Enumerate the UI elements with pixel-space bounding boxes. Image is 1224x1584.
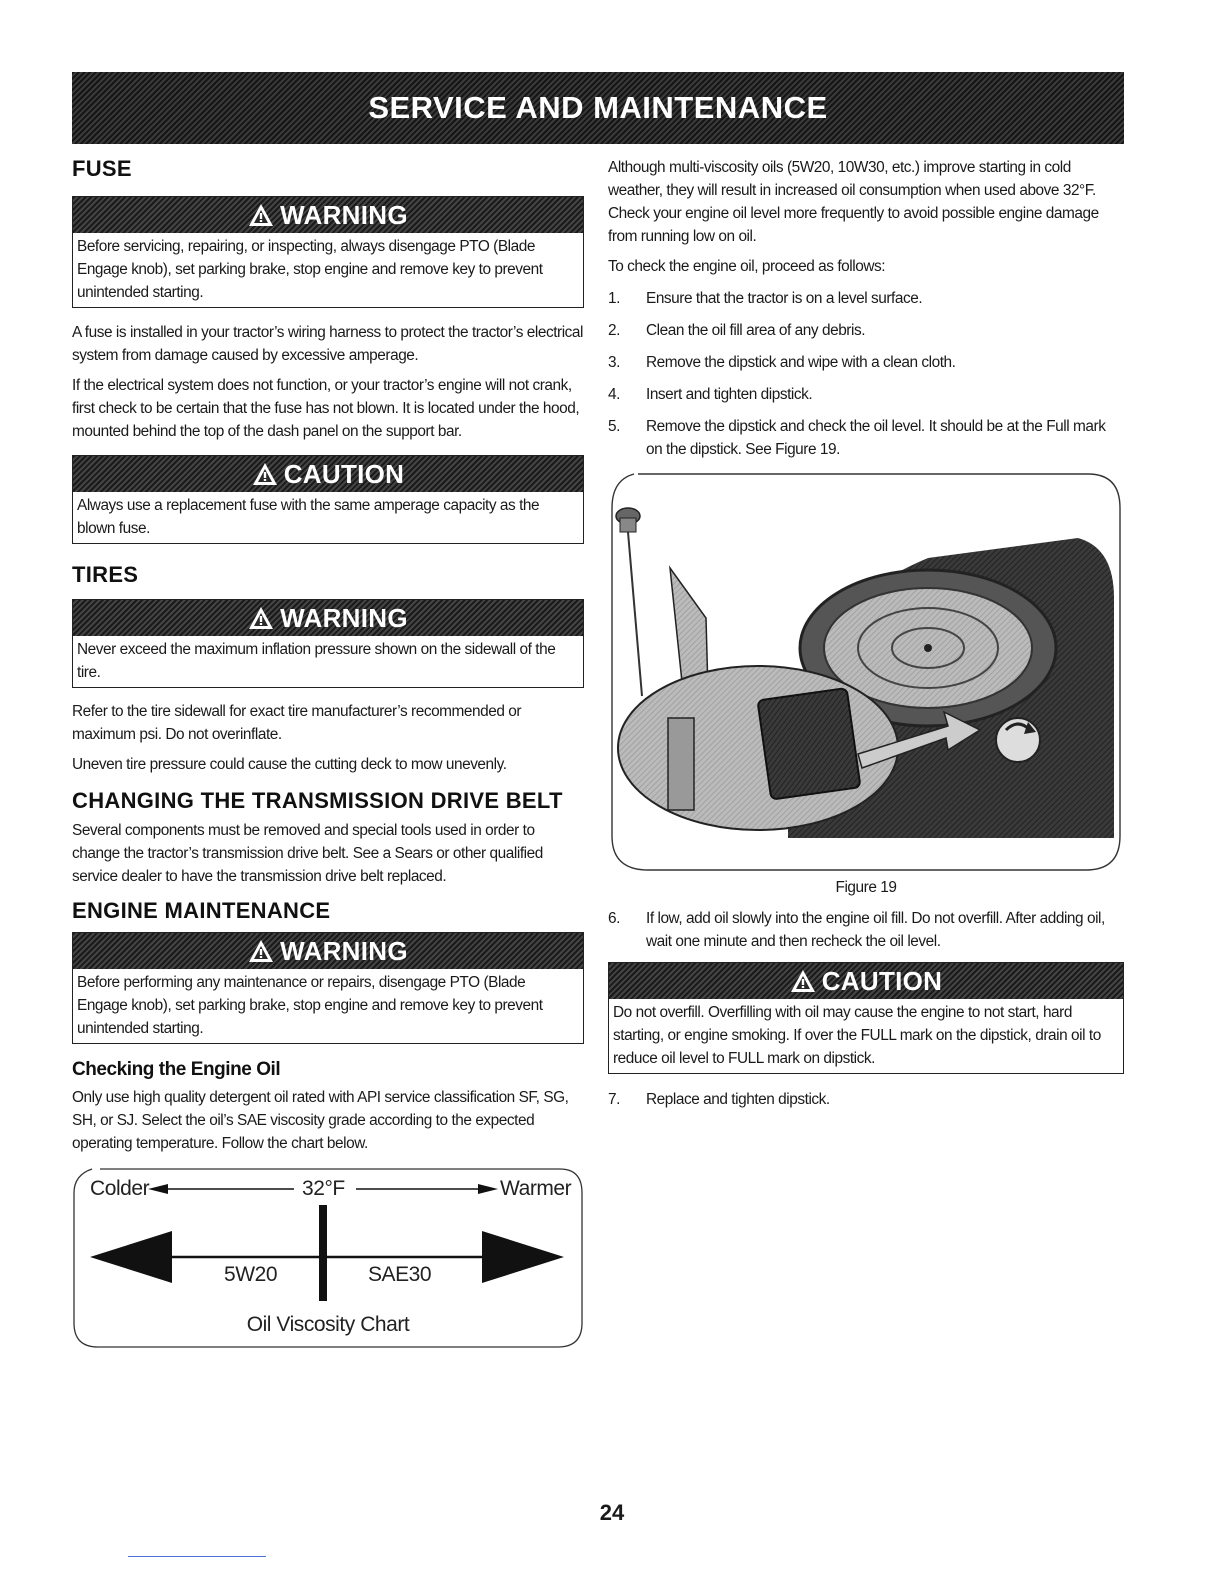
- check-oil-intro: To check the engine oil, proceed as follows:: [608, 258, 886, 275]
- left-column: [72, 156, 584, 1351]
- warning-header: [73, 197, 583, 233]
- right-column: [608, 156, 1124, 1120]
- temperature-label: 32°F: [302, 1177, 345, 1200]
- caution-header: [609, 963, 1123, 999]
- oil-check-steps-final: [608, 1088, 1124, 1111]
- warning-triangle-icon: [248, 939, 274, 963]
- low-grade-label: 5W20: [224, 1263, 278, 1286]
- overfill-caution-box: [608, 962, 1124, 1074]
- warning-triangle-icon: [248, 606, 274, 630]
- warning-triangle-icon: [248, 203, 274, 227]
- figure-19: [608, 468, 1124, 874]
- tires-paragraph-1: Refer to the tire sidewall for exact tire manufacturer’s recommended or maximum psi. Do not overinflate.: [72, 703, 522, 743]
- page-title: SERVICE AND MAINTENANCE: [368, 90, 828, 125]
- fuse-caution-box: [72, 455, 584, 544]
- caution-header: [73, 456, 583, 492]
- high-grade-label: SAE30: [368, 1263, 432, 1286]
- oil-paragraph: Only use high quality detergent oil rated with API service classification SF, SG, SH, or SJ. Select the oil’s SAE viscosity grade according to the expected operating temperature. Follow the chart below.: [72, 1089, 569, 1152]
- oil-check-steps-continued: [608, 907, 1124, 953]
- caution-text: Do not overfill. Overfilling with oil may cause the engine to not start, hard starting, or engine smoking. If over the FULL mark on the dipstick, drain oil to reduce oil level to FULL mark on dipstick.: [613, 1004, 1101, 1067]
- fuse-heading: FUSE: [72, 156, 132, 181]
- section-banner: [72, 72, 1124, 144]
- transmission-heading: CHANGING THE TRANSMISSION DRIVE BELT: [72, 788, 563, 813]
- caution-label: CAUTION: [821, 965, 943, 996]
- warning-label: WARNING: [280, 935, 408, 966]
- warning-text: Never exceed the maximum inflation pressure shown on the sidewall of the tire.: [77, 641, 556, 681]
- engine-oil-illustration: [608, 468, 1124, 874]
- tires-warning-box: [72, 599, 584, 688]
- footer-rule: [128, 1556, 266, 1557]
- caution-text: Always use a replacement fuse with the same amperage capacity as the blown fuse.: [77, 497, 540, 537]
- engine-warning-box: [72, 932, 584, 1044]
- caution-triangle-icon: [790, 969, 816, 993]
- warning-header: [73, 933, 583, 969]
- oil-viscosity-chart: [72, 1165, 584, 1351]
- warmer-label: Warmer: [500, 1177, 572, 1200]
- warning-label: WARNING: [280, 199, 408, 230]
- caution-label: CAUTION: [283, 458, 405, 489]
- warning-text: Before servicing, repairing, or inspecting, always disengage PTO (Blade Engage knob), set parking brake, stop engine and remove key to prevent unintended starting.: [77, 238, 543, 301]
- page-number: 24: [599, 1500, 625, 1525]
- tires-paragraph-2: Uneven tire pressure could cause the cutting deck to mow unevenly.: [72, 756, 507, 773]
- warning-text: Before performing any maintenance or repairs, disengage PTO (Blade Engage knob), set parking brake, stop engine and remove key to prevent unintended starting.: [77, 974, 543, 1037]
- tires-heading: TIRES: [72, 562, 139, 587]
- fuse-paragraph-2: If the electrical system does not function, or your tractor’s engine will not crank, first check to be certain that the fuse has not blown. It is located under the hood, mounted behind the top of the dash panel on the support bar.: [72, 377, 580, 440]
- step-item: 3. Remove the dipstick and wipe with a clean cloth.: [608, 354, 956, 371]
- transmission-paragraph: Several components must be removed and special tools used in order to change the tractor’s transmission drive belt. See a Sears or other qualified service dealer to have the transmission drive belt replaced.: [72, 822, 543, 885]
- fuse-paragraph-1: A fuse is installed in your tractor’s wiring harness to protect the tractor’s electrical system from damage caused by excessive amperage.: [72, 324, 584, 364]
- oil-check-steps: [608, 287, 1124, 461]
- oil-check-heading: Checking the Engine Oil: [72, 1059, 281, 1080]
- step-item: 6. If low, add oil slowly into the engine oil fill. Do not overfill. After adding oil, wait one minute and then recheck the oil level.: [608, 910, 1105, 950]
- caution-triangle-icon: [252, 462, 278, 486]
- step-item: 7. Replace and tighten dipstick.: [608, 1091, 830, 1108]
- multi-viscosity-paragraph: Although multi-viscosity oils (5W20, 10W30, etc.) improve starting in cold weather, they will result in increased oil consumption when used above 32°F. Check your engine oil level more frequently to avoid possible engine damage from running low on oil.: [608, 159, 1099, 245]
- figure-caption: Figure 19: [835, 879, 897, 896]
- chart-caption: Oil Viscosity Chart: [246, 1313, 410, 1336]
- warning-label: WARNING: [280, 602, 408, 633]
- warning-header: [73, 600, 583, 636]
- fuse-warning-box: [72, 196, 584, 308]
- colder-label: Colder: [90, 1177, 150, 1200]
- step-item: 5. Remove the dipstick and check the oil level. It should be at the Full mark on the dipstick. See Figure 19.: [608, 418, 1106, 458]
- step-item: 4. Insert and tighten dipstick.: [608, 386, 813, 403]
- step-item: 1. Ensure that the tractor is on a level surface.: [608, 290, 923, 307]
- step-item: 2. Clean the oil fill area of any debris.: [608, 322, 866, 339]
- engine-heading: ENGINE MAINTENANCE: [72, 898, 331, 923]
